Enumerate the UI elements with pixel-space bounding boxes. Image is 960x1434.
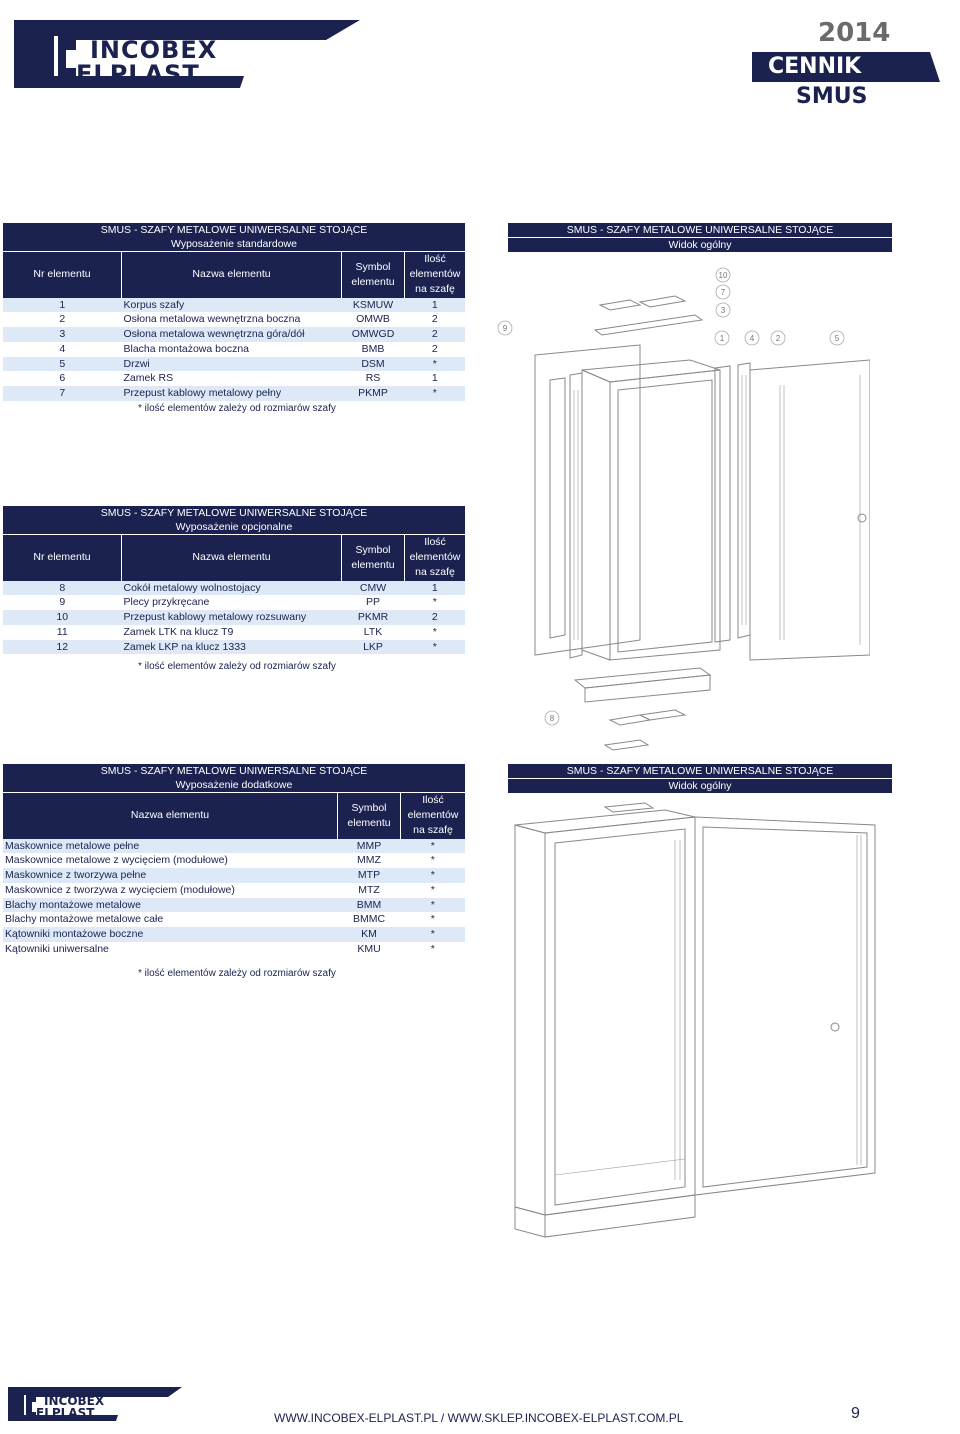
cell-name: Zamek LKP na klucz 1333 (122, 640, 342, 655)
table-row (3, 853, 465, 868)
cell-nr: 6 (59, 372, 66, 385)
cell-nr: 10 (3, 610, 122, 625)
cell-nr: 11 (56, 625, 68, 638)
table-row (3, 883, 465, 898)
cell-qty: 2 (431, 342, 438, 355)
callout-label: 3 (720, 306, 726, 315)
cell-symbol: LKP (342, 640, 405, 655)
cell-qty: * (405, 640, 466, 655)
cell-symbol: PP (365, 596, 380, 609)
additional-equipment-table (3, 764, 465, 957)
col-header-qty: Ilość elementów na szafę (405, 535, 466, 581)
cell-symbol: MMP (338, 839, 401, 854)
cell-nr: 3 (3, 327, 122, 342)
exploded-view-drawing (490, 260, 870, 760)
table-note: * ilość elementów zależy od rozmiarów szafy (138, 403, 336, 414)
table-row (3, 868, 465, 883)
cell-qty: 2 (405, 610, 466, 625)
cell-name: Blachy montażowe metalowe całe (5, 913, 164, 926)
cell-qty: * (430, 913, 435, 926)
table-row (3, 912, 465, 927)
cell-nr: 5 (3, 357, 122, 372)
view-subtitle: Widok ogólny (508, 779, 892, 793)
col-header-name: Nazwa elementu (122, 535, 342, 581)
table-note: * ilość elementów zależy od rozmiarów szafy (138, 661, 336, 672)
cell-qty: * (430, 883, 435, 896)
table-row (3, 327, 465, 342)
cell-qty: * (401, 839, 466, 854)
cell-name: Drzwi (122, 357, 342, 372)
col-header-qty: Ilość elementów na szafę (401, 793, 466, 839)
cell-name: Zamek RS (123, 372, 174, 385)
cell-name: Zamek LTK na klucz T9 (123, 625, 234, 638)
badge-product: SMUS (796, 84, 868, 109)
footer-logo (8, 1386, 183, 1422)
cell-symbol: KMU (357, 943, 381, 956)
col-header-name: Nazwa elementu (122, 252, 342, 298)
cell-symbol: PKMP (342, 386, 405, 401)
cell-qty: 2 (431, 313, 438, 326)
page-number: 9 (851, 1405, 860, 1422)
cell-name: Maskownice metalowe z wycięciem (modułowe) (5, 854, 228, 867)
cell-nr: 7 (3, 386, 122, 401)
table-row (3, 595, 465, 610)
cell-symbol: MTP (338, 868, 401, 883)
table-title: SMUS - SZAFY METALOWE UNIWERSALNE STOJĄCE (3, 506, 465, 520)
cell-name: Kątowniki montażowe boczne (3, 927, 338, 942)
cell-name: Osłona metalowa wewnętrzna boczna (123, 313, 301, 326)
table-row (3, 898, 465, 913)
standard-equipment-table (3, 223, 465, 401)
callout-label: 1 (719, 334, 725, 343)
cell-nr: 1 (3, 298, 122, 313)
cell-name: Cokół metalowy wolnostojacy (122, 581, 342, 596)
callout-label: 9 (502, 324, 508, 333)
table-subtitle: Wyposażenie opcjonalne (3, 520, 465, 535)
view-title: SMUS - SZAFY METALOWE UNIWERSALNE STOJĄCE (508, 764, 892, 778)
table-subtitle: Wyposażenie standardowe (3, 237, 465, 252)
table-note: * ilość elementów zależy od rozmiarów szafy (138, 968, 336, 979)
price-list-badge (752, 18, 942, 110)
cell-qty: 1 (405, 581, 466, 596)
cell-name: Kątowniki uniwersalne (5, 943, 109, 956)
table-row (3, 581, 465, 596)
logo-line1: INCOBEX (44, 1394, 105, 1408)
table-row (3, 625, 465, 640)
cell-qty: 1 (405, 298, 466, 313)
cell-nr: 12 (3, 640, 122, 655)
cell-name: Plecy przykręcane (123, 596, 210, 609)
cell-symbol: CMW (342, 581, 405, 596)
cell-qty: * (401, 927, 466, 942)
callout-label: 10 (718, 271, 728, 280)
cell-symbol: MTZ (358, 883, 380, 896)
col-header-symbol: Symbol elementu (342, 535, 405, 581)
cell-nr: 4 (59, 342, 66, 355)
cell-symbol: LTK (363, 625, 383, 638)
cell-qty: 2 (405, 327, 466, 342)
optional-equipment-table (3, 506, 465, 654)
callout-label: 7 (720, 288, 726, 297)
table-row (3, 610, 465, 625)
view-subtitle: Widok ogólny (508, 238, 892, 252)
logo-line2: ELPLAST (76, 60, 200, 88)
logo-line1: INCOBEX (90, 36, 218, 64)
cell-nr: 2 (59, 313, 66, 326)
badge-title: CENNIK (768, 54, 862, 79)
table-row (3, 357, 465, 372)
cell-name: Maskownice z tworzywa z wycięciem (modułowe) (5, 883, 235, 896)
col-header-name: Nazwa elementu (3, 793, 338, 839)
cell-qty: 1 (431, 372, 438, 385)
cell-name: Osłona metalowa wewnętrzna góra/dół (122, 327, 342, 342)
cell-qty: * (401, 898, 466, 913)
assembled-view-drawing (505, 795, 885, 1245)
callout-label: 8 (549, 714, 555, 723)
col-header-qty: Ilość elementów na szafę (405, 252, 466, 298)
table-row (3, 298, 465, 313)
col-header-symbol: Symbol elementu (338, 793, 401, 839)
cell-qty: * (432, 596, 437, 609)
cell-symbol: OMWGD (342, 327, 405, 342)
cell-symbol: DSM (342, 357, 405, 372)
table-row (3, 312, 465, 327)
callout-label: 5 (834, 334, 840, 343)
cell-qty: * (401, 868, 466, 883)
cell-qty: * (430, 943, 435, 956)
cell-name: Maskownice metalowe pełne (3, 839, 338, 854)
cell-symbol: BMMC (352, 913, 386, 926)
table-row (3, 640, 465, 655)
table-row (3, 386, 465, 401)
cell-nr: 9 (59, 596, 66, 609)
table-row (3, 927, 465, 942)
cell-symbol: KM (338, 927, 401, 942)
cell-symbol: OMWB (356, 313, 390, 326)
cell-name: Blachy montażowe metalowe (3, 898, 338, 913)
cell-name: Maskownice z tworzywa pełne (3, 868, 338, 883)
col-header-symbol: Symbol elementu (342, 252, 405, 298)
cell-symbol: BMB (361, 342, 385, 355)
table-row (3, 371, 465, 386)
col-header-nr: Nr elementu (3, 535, 122, 581)
badge-year: 2014 (818, 18, 891, 48)
cell-symbol: PKMR (342, 610, 405, 625)
col-header-nr: Nr elementu (3, 252, 122, 298)
cell-name: Korpus szafy (122, 298, 342, 313)
cell-nr: 8 (3, 581, 122, 596)
cell-qty: * (430, 854, 435, 867)
callout-label: 2 (775, 334, 781, 343)
cell-symbol: BMM (338, 898, 401, 913)
table-title: SMUS - SZAFY METALOWE UNIWERSALNE STOJĄCE (3, 223, 465, 237)
callout-label: 4 (749, 334, 755, 343)
cell-qty: * (432, 625, 437, 638)
cell-qty: * (405, 357, 466, 372)
cell-symbol: KSMUW (342, 298, 405, 313)
cell-qty: * (405, 386, 466, 401)
cell-name: Przepust kablowy metalowy rozsuwany (122, 610, 342, 625)
table-row (3, 942, 465, 957)
table-row (3, 342, 465, 357)
table-subtitle: Wyposażenie dodatkowe (3, 778, 465, 793)
cell-name: Blacha montażowa boczna (123, 342, 249, 355)
cell-symbol: MMZ (357, 854, 381, 867)
view-title: SMUS - SZAFY METALOWE UNIWERSALNE STOJĄCE (508, 223, 892, 237)
table-title: SMUS - SZAFY METALOWE UNIWERSALNE STOJĄCE (3, 764, 465, 778)
company-logo (14, 18, 364, 90)
logo-line2: ELPLAST (36, 1406, 95, 1420)
cell-name: Przepust kablowy metalowy pełny (122, 386, 342, 401)
table-row (3, 839, 465, 854)
cell-symbol: RS (365, 372, 381, 385)
footer-url[interactable]: WWW.INCOBEX-ELPLAST.PL / WWW.SKLEP.INCOBEX-ELPLAST.COM.PL (274, 1411, 684, 1425)
